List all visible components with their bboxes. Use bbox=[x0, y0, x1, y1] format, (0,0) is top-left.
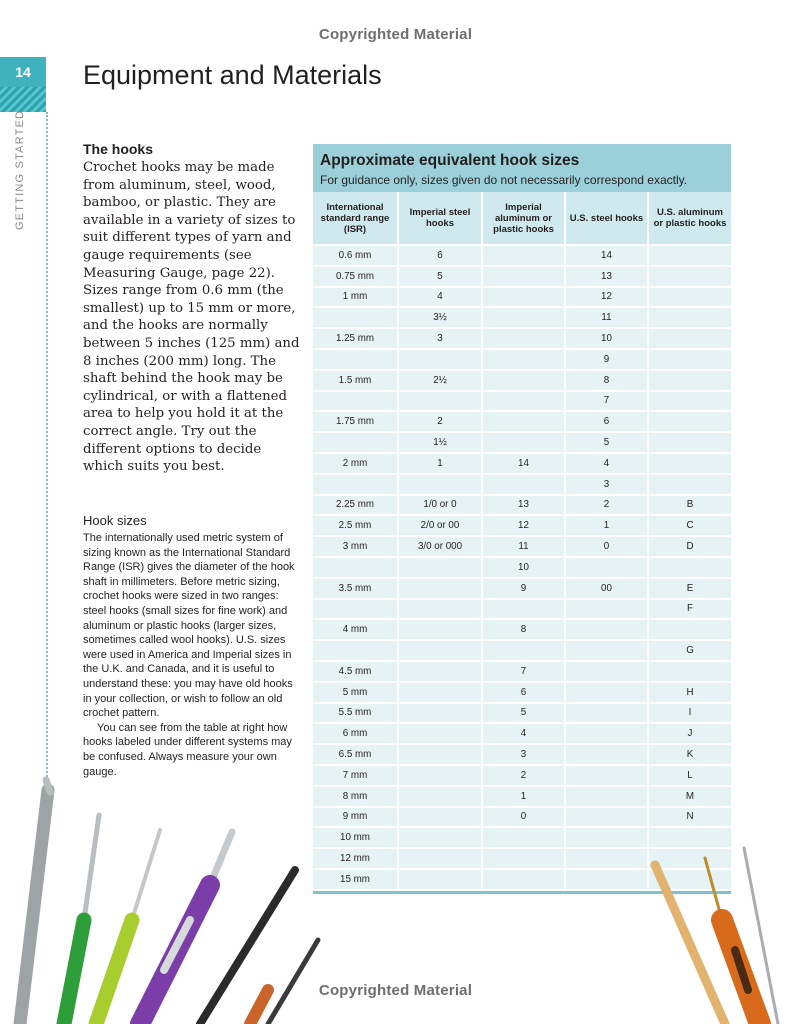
table-cell: 15 mm bbox=[313, 869, 398, 890]
table-cell bbox=[482, 640, 565, 661]
table-cell bbox=[398, 640, 482, 661]
table-cell bbox=[313, 432, 398, 453]
table-cell: 1.25 mm bbox=[313, 328, 398, 349]
table-subtitle: For guidance only, sizes given do not necessarily correspond exactly. bbox=[320, 173, 688, 187]
table-cell bbox=[398, 807, 482, 828]
table-title: Approximate equivalent hook sizes bbox=[320, 152, 580, 169]
table-cell: J bbox=[648, 723, 731, 744]
table-cell bbox=[398, 848, 482, 869]
table-cell bbox=[398, 703, 482, 724]
table-cell bbox=[398, 786, 482, 807]
table-cell: 4 bbox=[482, 723, 565, 744]
table-cell: 12 bbox=[565, 287, 648, 308]
hook-sizes-heading: Hook sizes bbox=[83, 513, 147, 528]
table-cell: M bbox=[648, 786, 731, 807]
table-cell: 1 mm bbox=[313, 287, 398, 308]
table-row bbox=[313, 495, 731, 516]
table-cell bbox=[398, 661, 482, 682]
table-cell bbox=[565, 827, 648, 848]
table-cell bbox=[482, 307, 565, 328]
table-cell bbox=[648, 370, 731, 391]
table-cell: 5.5 mm bbox=[313, 703, 398, 724]
table-cell bbox=[648, 661, 731, 682]
table-cell: 2 bbox=[565, 495, 648, 516]
table-row bbox=[313, 619, 731, 640]
table-cell: K bbox=[648, 744, 731, 765]
column-header-isr: International standard range (ISR) bbox=[313, 192, 398, 245]
table-row bbox=[313, 349, 731, 370]
hook-size-table-panel bbox=[313, 144, 731, 894]
table-cell: 2.5 mm bbox=[313, 515, 398, 536]
table-row bbox=[313, 287, 731, 308]
table-row bbox=[313, 661, 731, 682]
table-cell: 5 bbox=[482, 703, 565, 724]
table-cell: 4 bbox=[398, 287, 482, 308]
table-row bbox=[313, 786, 731, 807]
table-row bbox=[313, 682, 731, 703]
table-cell: B bbox=[648, 495, 731, 516]
table-cell bbox=[398, 578, 482, 599]
table-cell: 2 bbox=[398, 411, 482, 432]
table-cell bbox=[565, 682, 648, 703]
table-row bbox=[313, 848, 731, 869]
table-cell bbox=[648, 848, 731, 869]
table-cell: 8 bbox=[565, 370, 648, 391]
table-cell bbox=[648, 474, 731, 495]
table-cell: F bbox=[648, 599, 731, 620]
table-cell: 2/0 or 00 bbox=[398, 515, 482, 536]
table-cell: 5 mm bbox=[313, 682, 398, 703]
table-cell bbox=[648, 328, 731, 349]
table-cell bbox=[398, 619, 482, 640]
table-cell: 3 bbox=[565, 474, 648, 495]
table-cell bbox=[565, 744, 648, 765]
column-header-us-steel: U.S. steel hooks bbox=[565, 192, 648, 245]
table-cell: 11 bbox=[482, 536, 565, 557]
table-cell: C bbox=[648, 515, 731, 536]
table-cell: 6.5 mm bbox=[313, 744, 398, 765]
table-cell bbox=[565, 765, 648, 786]
table-cell: 1/0 or 0 bbox=[398, 495, 482, 516]
table-cell bbox=[565, 807, 648, 828]
table-cell bbox=[482, 328, 565, 349]
table-cell bbox=[565, 599, 648, 620]
table-cell: 3 mm bbox=[313, 536, 398, 557]
table-cell: 7 mm bbox=[313, 765, 398, 786]
table-cell bbox=[565, 869, 648, 890]
table-cell bbox=[482, 370, 565, 391]
table-row bbox=[313, 599, 731, 620]
hook-sizes-para-1: The internationally used metric system of sizing known as the International Standard Range (ISR) gives the diameter of the hook shaft in millimeters. Before metric sizing, crochet hooks were sized in two ranges: steel hooks (small sizes for fine work) and aluminum or plastic hooks (larger sizes, sometimes called wool hooks). U.S. sizes were used in America and Imperial sizes in the U.K. and Canada, and it is useful to understand these: you may have old hooks in your collection, or wish to follow an old crochet pattern. bbox=[83, 532, 295, 720]
table-cell: 5 bbox=[398, 266, 482, 287]
table-cell bbox=[398, 827, 482, 848]
table-cell bbox=[482, 266, 565, 287]
table-cell: 4 mm bbox=[313, 619, 398, 640]
table-cell bbox=[565, 703, 648, 724]
table-cell: 3 bbox=[398, 328, 482, 349]
watermark-top: Copyrighted Material bbox=[318, 26, 473, 43]
table-cell bbox=[313, 307, 398, 328]
table-cell: 11 bbox=[565, 307, 648, 328]
table-cell: 12 bbox=[482, 515, 565, 536]
table-cell: 2 mm bbox=[313, 453, 398, 474]
table-row bbox=[313, 411, 731, 432]
table-cell bbox=[648, 869, 731, 890]
table-cell bbox=[648, 827, 731, 848]
section-label: GETTING STARTED bbox=[14, 109, 26, 230]
table-row bbox=[313, 453, 731, 474]
table-cell: N bbox=[648, 807, 731, 828]
table-cell bbox=[482, 287, 565, 308]
table-cell: 10 mm bbox=[313, 827, 398, 848]
table-body bbox=[313, 245, 731, 890]
table-row bbox=[313, 536, 731, 557]
table-cell bbox=[313, 474, 398, 495]
table-cell bbox=[648, 266, 731, 287]
page-number-tab: 14 bbox=[0, 57, 46, 87]
hook-sizes-body bbox=[83, 531, 298, 779]
table-cell bbox=[482, 848, 565, 869]
table-cell: 4.5 mm bbox=[313, 661, 398, 682]
table-cell bbox=[398, 391, 482, 412]
table-cell: 6 mm bbox=[313, 723, 398, 744]
table-cell: 00 bbox=[565, 578, 648, 599]
table-row bbox=[313, 474, 731, 495]
table-cell: 8 mm bbox=[313, 786, 398, 807]
table-cell: 0.75 mm bbox=[313, 266, 398, 287]
table-cell: 0 bbox=[482, 807, 565, 828]
table-cell bbox=[398, 723, 482, 744]
table-cell bbox=[565, 640, 648, 661]
table-cell: 7 bbox=[482, 661, 565, 682]
table-cell: E bbox=[648, 578, 731, 599]
table-cell bbox=[648, 307, 731, 328]
table-cell: 8 bbox=[482, 619, 565, 640]
table-row bbox=[313, 723, 731, 744]
table-cell bbox=[482, 391, 565, 412]
table-cell: G bbox=[648, 640, 731, 661]
table-row bbox=[313, 328, 731, 349]
table-cell: 13 bbox=[482, 495, 565, 516]
table-cell: 1 bbox=[398, 453, 482, 474]
table-row bbox=[313, 765, 731, 786]
table-cell bbox=[565, 661, 648, 682]
table-cell bbox=[398, 349, 482, 370]
table-cell bbox=[482, 599, 565, 620]
table-row bbox=[313, 370, 731, 391]
table-cell bbox=[482, 432, 565, 453]
hook-size-table bbox=[313, 192, 731, 891]
table-cell bbox=[648, 245, 731, 266]
table-cell: 3/0 or 000 bbox=[398, 536, 482, 557]
table-cell bbox=[313, 391, 398, 412]
table-cell bbox=[648, 391, 731, 412]
column-header-imperial-aluminum: Imperial aluminum or plastic hooks bbox=[482, 192, 565, 245]
table-cell: 1.5 mm bbox=[313, 370, 398, 391]
table-cell bbox=[398, 599, 482, 620]
table-row bbox=[313, 245, 731, 266]
table-cell: 9 bbox=[482, 578, 565, 599]
table-cell bbox=[482, 869, 565, 890]
hooks-heading: The hooks bbox=[83, 141, 154, 157]
table-cell: 6 bbox=[565, 411, 648, 432]
table-cell bbox=[648, 411, 731, 432]
table-row bbox=[313, 432, 731, 453]
table-row bbox=[313, 307, 731, 328]
table-cell bbox=[565, 786, 648, 807]
column-header-us-aluminum: U.S. aluminum or plastic hooks bbox=[648, 192, 731, 245]
table-cell: 9 mm bbox=[313, 807, 398, 828]
table-cell bbox=[482, 245, 565, 266]
table-column-header-row bbox=[313, 192, 731, 245]
hook-sizes-para-2: You can see from the table at right how hooks labeled under different systems may be confused. Always measure your own gauge. bbox=[83, 721, 292, 778]
table-row bbox=[313, 744, 731, 765]
table-cell bbox=[313, 599, 398, 620]
table-cell: 1½ bbox=[398, 432, 482, 453]
table-cell bbox=[398, 869, 482, 890]
table-cell: 3.5 mm bbox=[313, 578, 398, 599]
table-cell bbox=[313, 640, 398, 661]
table-cell bbox=[565, 557, 648, 578]
table-cell bbox=[482, 827, 565, 848]
table-cell bbox=[482, 411, 565, 432]
page-title: Equipment and Materials bbox=[83, 60, 382, 90]
table-cell: 7 bbox=[565, 391, 648, 412]
table-cell: 3 bbox=[482, 744, 565, 765]
table-cell bbox=[648, 349, 731, 370]
table-cell: 2½ bbox=[398, 370, 482, 391]
table-cell bbox=[565, 723, 648, 744]
table-cell bbox=[482, 474, 565, 495]
table-cell: 5 bbox=[565, 432, 648, 453]
table-cell bbox=[648, 287, 731, 308]
table-cell: 10 bbox=[565, 328, 648, 349]
table-cell bbox=[648, 432, 731, 453]
table-cell: 14 bbox=[482, 453, 565, 474]
table-cell: 1 bbox=[482, 786, 565, 807]
table-row bbox=[313, 391, 731, 412]
table-cell bbox=[648, 453, 731, 474]
table-cell bbox=[313, 349, 398, 370]
watermark-bottom: Copyrighted Material bbox=[318, 982, 473, 999]
table-cell bbox=[482, 349, 565, 370]
table-cell bbox=[398, 474, 482, 495]
table-row bbox=[313, 266, 731, 287]
table-cell: 13 bbox=[565, 266, 648, 287]
table-cell bbox=[565, 848, 648, 869]
table-cell: 10 bbox=[482, 557, 565, 578]
table-row bbox=[313, 515, 731, 536]
table-cell: D bbox=[648, 536, 731, 557]
table-header-band bbox=[313, 144, 731, 192]
table-row bbox=[313, 578, 731, 599]
table-cell bbox=[398, 765, 482, 786]
table-cell: 0.6 mm bbox=[313, 245, 398, 266]
table-cell: 6 bbox=[398, 245, 482, 266]
table-cell bbox=[565, 619, 648, 640]
table-row bbox=[313, 807, 731, 828]
table-cell: 0 bbox=[565, 536, 648, 557]
table-cell bbox=[648, 619, 731, 640]
table-cell: 12 mm bbox=[313, 848, 398, 869]
table-cell: I bbox=[648, 703, 731, 724]
column-header-imperial-steel: Imperial steel hooks bbox=[398, 192, 482, 245]
crochet-texture-swatch bbox=[0, 87, 46, 112]
table-cell: 14 bbox=[565, 245, 648, 266]
table-cell: 6 bbox=[482, 682, 565, 703]
table-cell: 2.25 mm bbox=[313, 495, 398, 516]
table-cell: 4 bbox=[565, 453, 648, 474]
table-cell: 1.75 mm bbox=[313, 411, 398, 432]
hooks-body: Crochet hooks may be made from aluminum, steel, wood, bamboo, or plastic. They are available in a variety of sizes to suit different types of yarn and gauge requirements (see Measuring Gauge, page 22). Sizes range from 0.6 mm (the smallest) up to 15 mm or more, and the hooks are normally between 5 inches (125 mm) and 8 inches (200 mm) long. The shaft behind the hook may be cylindrical, or with a flattened area to help you hold it at the correct angle. Try out the different options to decide which suits you best. bbox=[83, 160, 300, 475]
table-cell bbox=[648, 557, 731, 578]
table-row bbox=[313, 557, 731, 578]
table-cell: L bbox=[648, 765, 731, 786]
table-cell bbox=[398, 557, 482, 578]
table-row bbox=[313, 640, 731, 661]
table-row bbox=[313, 869, 731, 890]
table-cell bbox=[398, 682, 482, 703]
table-cell: H bbox=[648, 682, 731, 703]
table-cell: 3½ bbox=[398, 307, 482, 328]
table-cell: 9 bbox=[565, 349, 648, 370]
table-cell bbox=[313, 557, 398, 578]
table-cell: 1 bbox=[565, 515, 648, 536]
table-row bbox=[313, 703, 731, 724]
table-cell: 2 bbox=[482, 765, 565, 786]
side-dotted-rule bbox=[46, 112, 48, 792]
table-row bbox=[313, 827, 731, 848]
table-bottom-rule bbox=[313, 891, 731, 894]
table-cell bbox=[398, 744, 482, 765]
